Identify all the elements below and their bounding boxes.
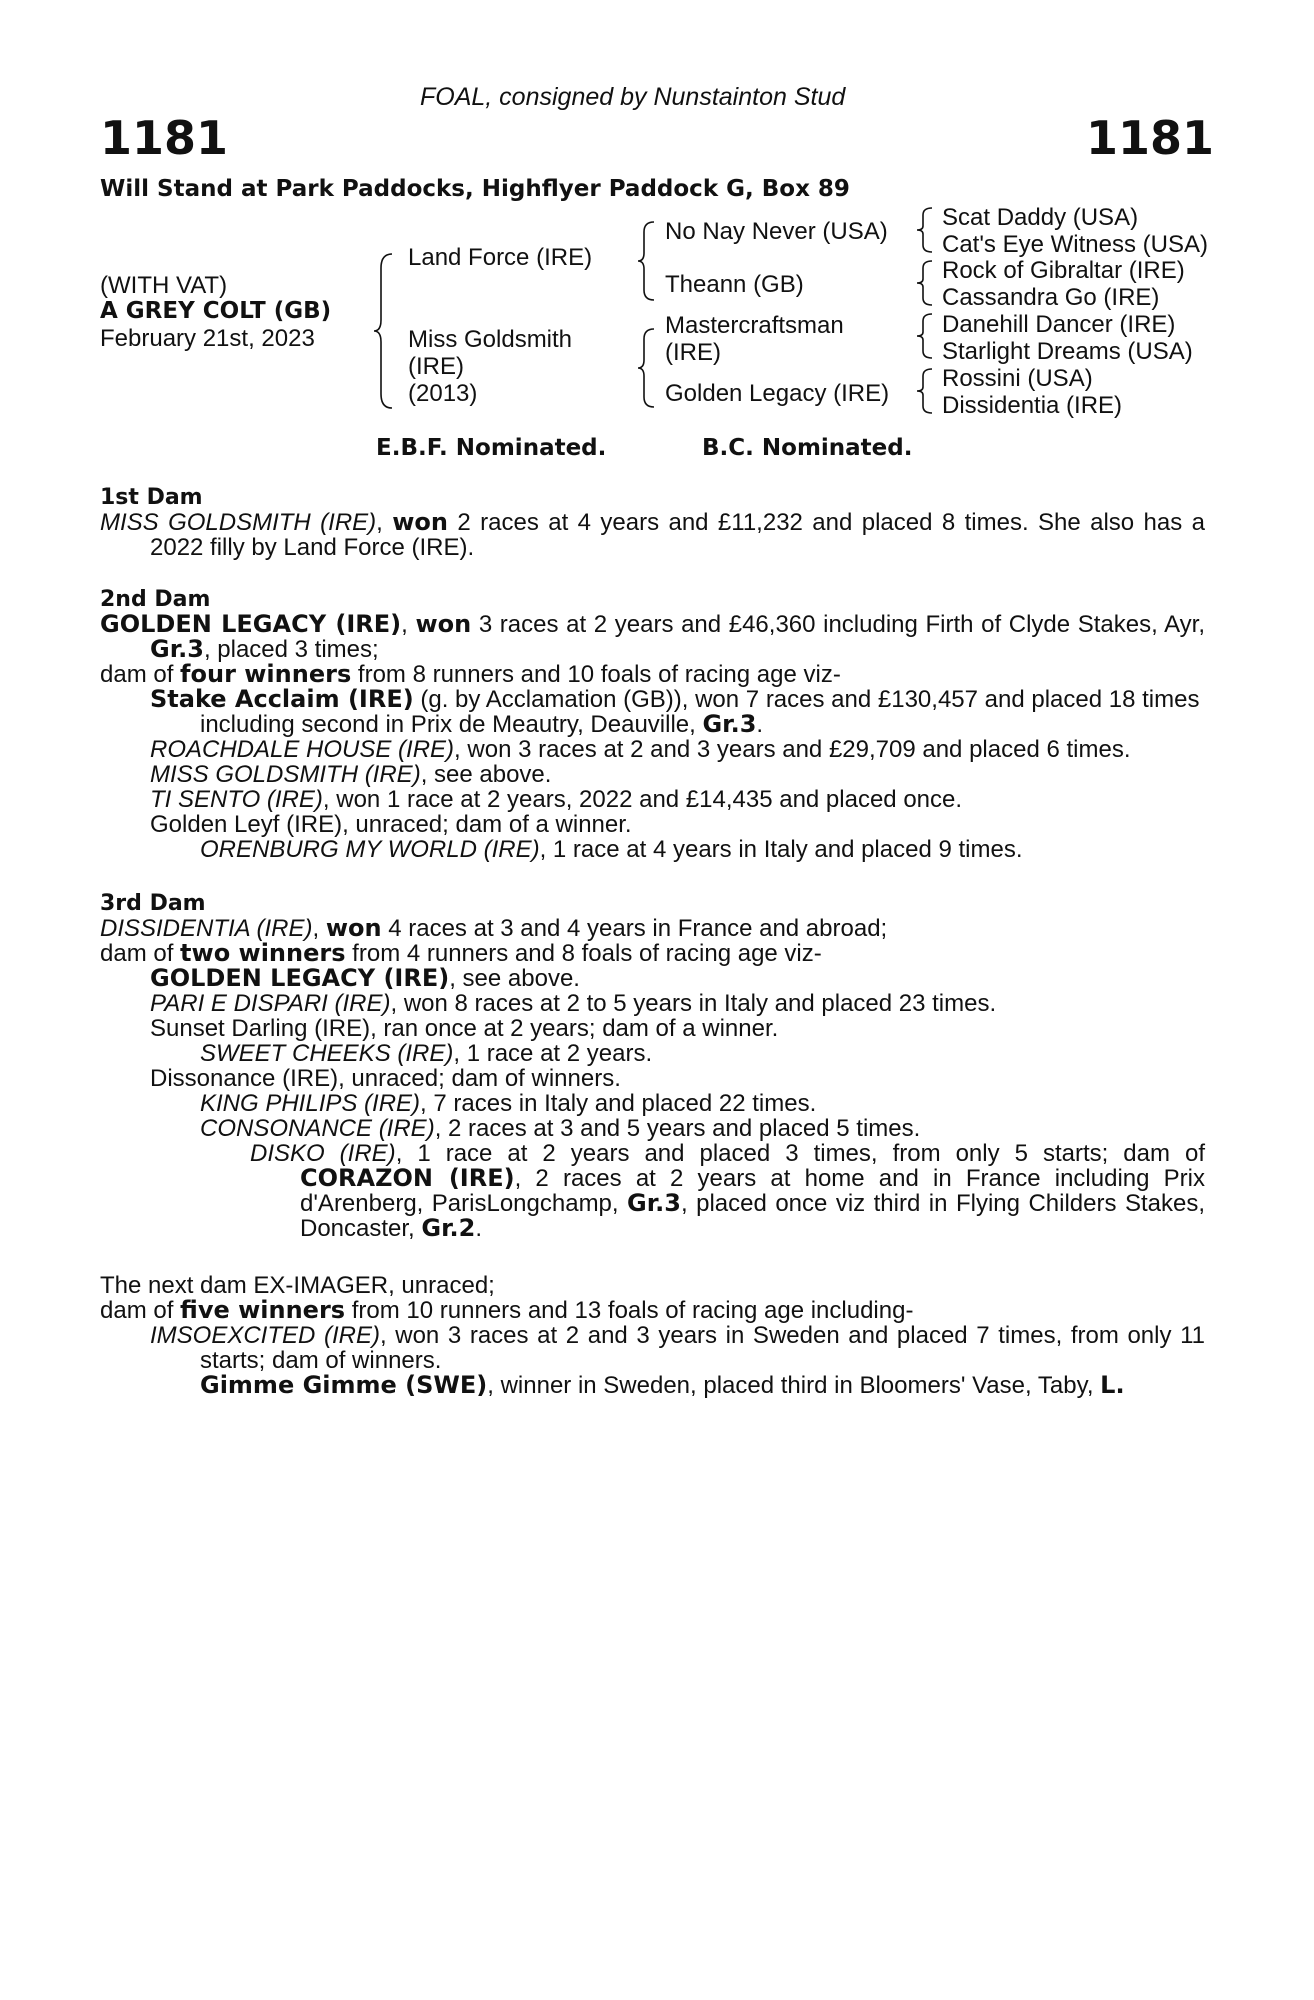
third-dam-damof-post: from 4 runners and 8 foals of racing age viz-: [345, 940, 822, 967]
pedigree-ssd: Cat's Eye Witness (USA): [942, 231, 1208, 258]
third-dam-winners-count: two winners: [180, 939, 346, 967]
vat-note: (WITH VAT): [100, 272, 228, 299]
second-dam-text: GOLDEN LEGACY (IRE), won 3 races at 2 years and £46,360 including Firth of Clyde Stakes, Ayr, Gr.3, placed 3 times;: [100, 610, 1206, 663]
pedigree-sds: Rock of Gibraltar (IRE): [942, 257, 1185, 284]
third-dam-produce-3: Sunset Darling (IRE), ran once at 2 years; dam of a winner.: [150, 1015, 779, 1042]
pedigree-sire: Land Force (IRE): [408, 244, 593, 271]
lot-number-left: 1181: [100, 111, 229, 165]
pedigree-ddd: Dissidentia (IRE): [942, 392, 1123, 419]
pedigree-dds: Rossini (USA): [942, 365, 1093, 392]
third-dam-heading: 3rd Dam: [100, 891, 206, 916]
pedigree-dss: Danehill Dancer (IRE): [942, 311, 1176, 338]
produce-name: ROACHDALE HOUSE (IRE): [150, 736, 455, 763]
pedigree-dam: Miss Goldsmith: [408, 326, 573, 353]
pedigree-dsd: Starlight Dreams (USA): [942, 338, 1193, 365]
second-dam-produce-1: [100, 687, 1205, 737]
pedigree-sss: Scat Daddy (USA): [942, 204, 1139, 231]
second-dam-section: [100, 587, 1205, 862]
produce-name: CONSONANCE (IRE): [200, 1115, 435, 1142]
second-dam-damof-post: from 8 runners and 10 foals of racing age viz-: [351, 661, 841, 688]
pedigree-brace-ss: [915, 206, 935, 254]
produce-record: , won 1 race at 2 years, 2022 and £14,435 and placed once.: [322, 786, 963, 813]
produce-name: IMSOEXCITED (IRE): [150, 1322, 380, 1349]
produce-name: SWEET CHEEKS (IRE): [200, 1040, 454, 1067]
second-dam-grandproduce-1: [100, 837, 1205, 862]
produce-record: , 2 races at 3 and 5 years and placed 5 times.: [434, 1115, 921, 1142]
second-dam-record: 3 races at 2 years and £46,360 including Firth of Clyde Stakes, Ayr,: [471, 611, 1206, 638]
produce-grade: Gr.3: [627, 1189, 681, 1217]
produce-name: GOLDEN LEGACY (IRE): [150, 964, 450, 992]
second-dam-placed: , placed 3 times;: [203, 636, 379, 663]
produce-offspring-name: CORAZON (IRE): [300, 1164, 515, 1192]
produce-grade: Gr.3: [702, 710, 757, 738]
produce-end: .: [756, 711, 764, 738]
produce-offspring-placed: , placed once viz third in Flying Childers Stakes, Doncaster,: [300, 1190, 1205, 1242]
second-dam-damof-pre: dam of: [100, 661, 181, 688]
pedigree-dam-sire: Mastercraftsman: [665, 312, 844, 339]
second-dam-heading: 2nd Dam: [100, 587, 211, 612]
third-dam-won: won: [325, 914, 382, 942]
next-dam-section: [100, 1273, 1205, 1398]
produce-grade: Gr.2: [421, 1214, 476, 1242]
next-dam-text: The next dam EX-IMAGER, unraced;: [100, 1272, 495, 1299]
first-dam-won: won: [392, 508, 448, 536]
second-dam-produce-2: [100, 737, 1205, 762]
next-dam-winners-count: five winners: [180, 1296, 346, 1324]
second-dam-name: GOLDEN LEGACY (IRE): [100, 610, 402, 638]
third-dam-produce-1: [100, 966, 1205, 991]
first-dam-section: [100, 485, 1205, 560]
second-dam-produce-5: Golden Leyf (IRE), unraced; dam of a winner.: [150, 811, 632, 838]
produce-record: (g. by Acclamation (GB)), won 7 races and £130,457 and placed 18 times including second in Prix de Meautry, Deauville,: [200, 686, 1200, 738]
produce-end: .: [475, 1215, 483, 1242]
first-dam-name: MISS GOLDSMITH (IRE): [100, 509, 377, 536]
produce-record: , 1 race at 2 years and placed 3 times, from only 5 starts; dam of: [395, 1140, 1205, 1167]
produce-name: PARI E DISPARI (IRE): [150, 990, 391, 1017]
pedigree-sire-dam: Theann (GB): [665, 271, 804, 298]
third-dam-grandproduce-2: [100, 1091, 1205, 1116]
horse-description: A GREY COLT (GB): [100, 298, 332, 324]
pedigree-dam-sire-country: (IRE): [665, 339, 721, 366]
pedigree-dam-dam: Golden Legacy (IRE): [665, 380, 890, 407]
produce-record: , won 8 races at 2 to 5 years in Italy and placed 23 times.: [390, 990, 997, 1017]
produce-name: MISS GOLDSMITH (IRE): [150, 761, 421, 788]
bc-nomination: B.C. Nominated.: [702, 435, 913, 461]
third-dam-grandproduce-1: [100, 1041, 1205, 1066]
produce-record: , won 3 races at 2 and 3 years in Sweden and placed 7 times, from only 11 starts; dam of winners.: [200, 1322, 1206, 1374]
next-dam-damof-post: from 10 runners and 13 foals of racing age including-: [345, 1297, 914, 1324]
pedigree-brace-sire: [636, 220, 656, 302]
lot-number-right: 1181: [1086, 111, 1215, 165]
produce-name: ORENBURG MY WORLD (IRE): [200, 836, 540, 863]
produce-record: , 1 race at 2 years.: [453, 1040, 653, 1067]
first-dam-record: 2 races at 4 years and £11,232 and placed 8 times. She also has a 2022 filly by Land Force (IRE).: [150, 509, 1206, 561]
ebf-nomination: E.B.F. Nominated.: [376, 435, 607, 461]
second-dam-produce-summary: [100, 662, 1205, 687]
produce-name: Stake Acclaim (IRE): [150, 685, 414, 713]
next-dam-produce-summary: [100, 1298, 1205, 1323]
pedigree-brace-dd: [915, 367, 935, 415]
third-dam-produce-2: [100, 991, 1205, 1016]
location-line: Will Stand at Park Paddocks, Highflyer Paddock G, Box 89: [100, 176, 850, 202]
produce-record: , won 3 races at 2 and 3 years and £29,709 and placed 6 times.: [454, 736, 1131, 763]
first-dam-text: MISS GOLDSMITH (IRE), won 2 races at 4 years and £11,232 and placed 8 times. She also has a 2022 filly by Land Force (IRE).: [100, 508, 1206, 561]
produce-name: KING PHILIPS (IRE): [200, 1090, 421, 1117]
third-dam-grandproduce-4: [100, 1141, 1205, 1241]
produce-name: DISKO (IRE): [250, 1140, 396, 1167]
third-dam-text: DISSIDENTIA (IRE), won 4 races at 3 and 4 years in France and abroad;: [100, 914, 888, 942]
pedigree-sire-sire: No Nay Never (USA): [665, 218, 888, 245]
second-dam-produce-4: [100, 787, 1205, 812]
next-dam-grandproduce-1: [100, 1373, 1205, 1398]
foaling-date: February 21st, 2023: [100, 325, 315, 352]
pedigree-brace-main: [372, 252, 394, 410]
pedigree-dam-country: (IRE): [408, 353, 464, 380]
third-dam-record: 4 races at 3 and 4 years in France and abroad;: [381, 915, 888, 942]
second-dam-produce-3: [100, 762, 1205, 787]
next-dam-produce-1: [100, 1323, 1205, 1373]
third-dam-produce-summary: [100, 941, 1205, 966]
second-dam-grade: Gr.3: [150, 635, 204, 663]
produce-record: , 1 race at 4 years in Italy and placed 9 times.: [539, 836, 1023, 863]
first-dam-heading: 1st Dam: [100, 485, 203, 510]
pedigree-dam-year: (2013): [408, 380, 478, 407]
produce-name: TI SENTO (IRE): [150, 786, 323, 813]
third-dam-damof-pre: dam of: [100, 940, 181, 967]
pedigree-sdd: Cassandra Go (IRE): [942, 284, 1160, 311]
second-dam-winners-count: four winners: [180, 660, 352, 688]
next-dam-damof-pre: dam of: [100, 1297, 181, 1324]
third-dam-grandproduce-3: [100, 1116, 1205, 1141]
third-dam-section: [100, 891, 1205, 1241]
produce-record: , 7 races in Italy and placed 22 times.: [420, 1090, 817, 1117]
produce-grade: L.: [1100, 1371, 1125, 1399]
second-dam-won: won: [415, 610, 472, 638]
consignor-line: FOAL, consigned by Nunstainton Stud: [420, 83, 846, 111]
pedigree-brace-dam: [636, 327, 656, 409]
pedigree-brace-ds: [915, 312, 935, 360]
produce-record: , see above.: [449, 965, 580, 992]
pedigree-brace-sd: [915, 259, 935, 307]
produce-record: , see above.: [420, 761, 552, 788]
third-dam-produce-4: Dissonance (IRE), unraced; dam of winners.: [150, 1065, 621, 1092]
third-dam-name: DISSIDENTIA (IRE): [100, 915, 313, 942]
produce-offspring-record: , 2 races at 2 years at home and in France including Prix d'Arenberg, ParisLongchamp,: [300, 1165, 1205, 1217]
produce-name: Gimme Gimme (SWE): [200, 1371, 488, 1399]
produce-record: , winner in Sweden, placed third in Bloomers' Vase, Taby,: [487, 1372, 1101, 1399]
